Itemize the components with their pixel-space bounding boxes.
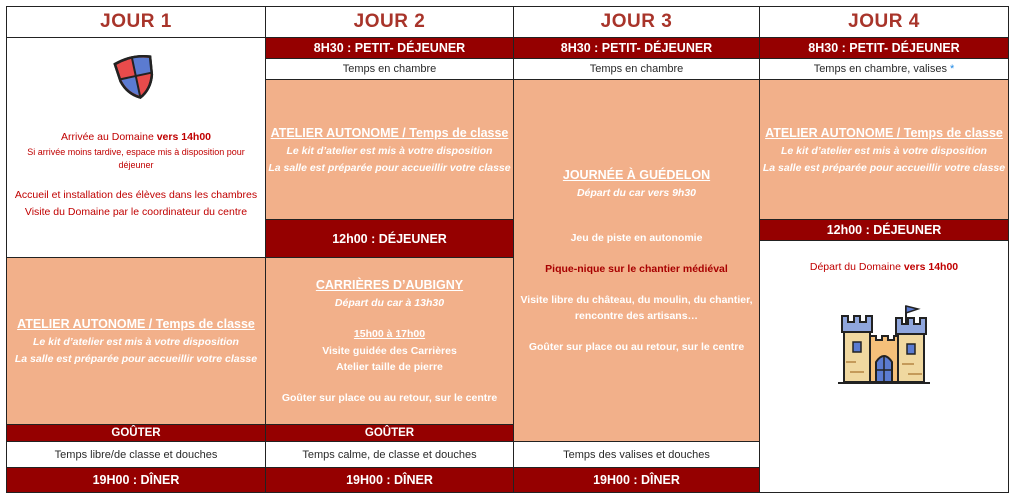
day-2-breakfast-bar [265, 37, 514, 59]
day-2-workshop-title: ATELIER AUTONOME / Temps de classe [270, 125, 509, 140]
day-1-workshop-line-2: La salle est préparée pour accueillir votre classe [14, 353, 258, 365]
day-3-visit-1: Visite libre du château, du moulin, du chantier, [520, 293, 753, 306]
day-1-snack: GOÛTER [111, 427, 161, 439]
day-2-excursion-workshop: Atelier taille de pierre [336, 361, 443, 374]
day-4-workshop-line-1: Le kit d’atelier est mis à votre disposition [781, 144, 987, 157]
day-3-luggage-time: Temps des valises et douches [563, 448, 710, 461]
day-4-room-text [814, 63, 955, 75]
day-2-snack-bar [265, 424, 514, 442]
day-2-dinner: 19H00 : DÎNER [346, 473, 433, 487]
day-4-lunch: 12h00 : DÉJEUNER [826, 223, 942, 237]
day-2-workshop-line-1: Le kit d’atelier est mis à votre disposition [286, 144, 493, 157]
day-2-header [265, 6, 514, 38]
day-4-workshop-line-2: La salle est préparée pour accueillir votre classe [762, 161, 1006, 174]
day-3-excursion-departure: Départ du car vers 9h30 [576, 187, 697, 200]
day-1-dinner: 19H00 : DÎNER [92, 473, 180, 487]
day-3-luggage-cell [513, 441, 760, 468]
day-3-title: JOUR 3 [600, 11, 673, 32]
day-2-excursion-visit: Visite guidée des Carrières [322, 344, 457, 357]
day-1-workshop-cell [6, 257, 266, 425]
day-2-excursion-cell [265, 257, 514, 425]
day-2-snack: GOÛTER [364, 427, 415, 439]
day-3-header [513, 6, 760, 38]
day-2-workshop-line-2: La salle est préparée pour accueillir votre classe [268, 161, 511, 174]
day-4-room-time: Temps en chambre, valises [813, 63, 947, 75]
day-1-workshop-title: ATELIER AUTONOME / Temps de classe [17, 317, 255, 332]
day-2-excursion-title: CARRIÈRES D’AUBIGNY [315, 278, 464, 292]
day-1-dinner-bar [6, 467, 266, 493]
day-2-lunch-bar [265, 219, 514, 258]
day-2-title: JOUR 2 [353, 11, 426, 32]
day-3-snack: Goûter sur place ou au retour, sur le centre [528, 341, 745, 354]
day-4-departure-cell [759, 240, 1009, 493]
day-2-excursion-time: 15h00 à 17h00 [353, 327, 426, 340]
day-2-workshop-cell [265, 79, 514, 220]
day-4-workshop-cell [759, 79, 1009, 220]
day-1-snack-bar [6, 424, 266, 442]
arrival-note-1: Si arrivée moins tardive, espace mis à disposition pour [27, 146, 245, 157]
day-2-lunch: 12h00 : DÉJEUNER [332, 231, 447, 246]
day-3-room-cell [513, 58, 760, 80]
day-4-room-cell [759, 58, 1009, 80]
day-1-free-time-cell [6, 441, 266, 468]
day-1-arrival-cell [6, 37, 266, 258]
day-3-dinner-bar [513, 467, 760, 493]
day-1-workshop-line-1: Le kit d’atelier est mis à votre disposition [33, 336, 239, 349]
day-4-lunch-bar [759, 219, 1009, 241]
castle-icon [836, 302, 932, 391]
day-3-excursion-title: JOURNÉE À GUÉDELON [562, 168, 711, 183]
day-2-dinner-bar [265, 467, 514, 493]
arrival-prefix: Arrivée au Domaine [60, 131, 157, 143]
day-2-room-cell [265, 58, 514, 80]
day-3-game: Jeu de piste en autonomie [570, 231, 703, 244]
day-3-dinner: 19H00 : DÎNER [593, 473, 680, 487]
day-1-free-time: Temps libre/de classe et douches [54, 448, 218, 461]
day-2-excursion-snack: Goûter sur place ou au retour, sur le centre [281, 392, 498, 405]
day-3-breakfast: 8H30 : PETIT- DÉJEUNER [560, 41, 713, 55]
day-3-breakfast-bar [513, 37, 760, 59]
day-2-excursion-departure: Départ du car à 13h30 [334, 297, 445, 309]
arrival-note-2: déjeuner [118, 160, 154, 171]
shield-icon [112, 52, 160, 105]
day-4-breakfast-bar [759, 37, 1009, 59]
day-4-workshop-title: ATELIER AUTONOME / Temps de classe [765, 125, 1003, 140]
day-2-breakfast: 8H30 : PETIT- DÉJEUNER [313, 41, 466, 55]
day-3-excursion-cell [513, 79, 760, 442]
day-1-header [6, 6, 266, 38]
day-3-room-time: Temps en chambre [589, 63, 684, 75]
day-1-title: JOUR 1 [100, 11, 172, 32]
departure-prefix: Départ du Domaine [809, 261, 904, 273]
departure-text [810, 259, 958, 276]
day-3-visit-2: rencontre des artisans… [574, 310, 699, 323]
day-4-header [759, 6, 1009, 38]
welcome-line-2: Visite du Domaine par le coordinateur du centre [24, 205, 248, 218]
day-4-title: JOUR 4 [848, 11, 920, 32]
day-4-breakfast: 8H30 : PETIT- DÉJEUNER [808, 41, 960, 55]
arrival-time: vers 14h00 [156, 131, 211, 143]
day-4-room-note: * [950, 63, 955, 75]
day-2-calm-time: Temps calme, de classe et douches [302, 448, 477, 461]
welcome-line-1: Accueil et installation des élèves dans les chambres [14, 188, 258, 201]
arrival-text [61, 129, 211, 146]
day-3-picnic: Pique-nique sur le chantier médiéval [545, 262, 728, 275]
day-2-room-time: Temps en chambre [342, 63, 437, 75]
departure-time: vers 14h00 [903, 261, 959, 273]
day-2-calm-time-cell [265, 441, 514, 468]
